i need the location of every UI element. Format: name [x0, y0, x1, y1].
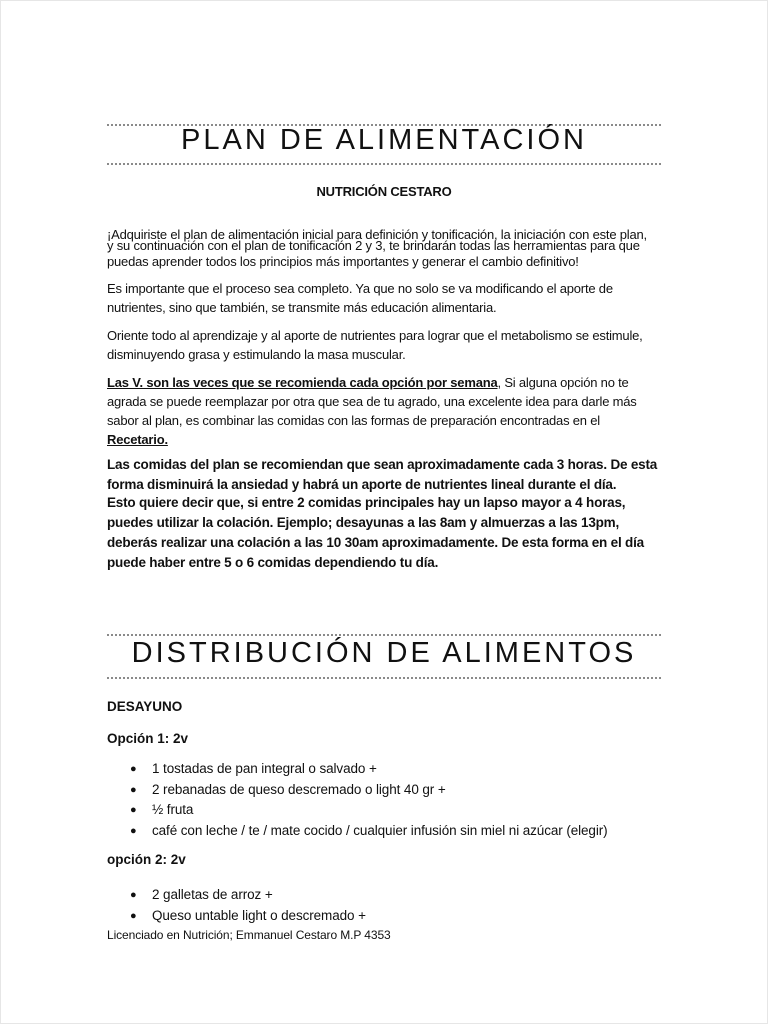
- list-item: ● 2 rebanadas de queso descremado o light 40 gr +: [107, 780, 661, 801]
- bullet-icon: ●: [130, 783, 137, 796]
- bullet-icon: ●: [130, 763, 137, 775]
- intro-line-2: y su continuación con el plan de tonificación 2 y 3, te brindarán todas las herramientas para que: [107, 238, 640, 253]
- section-bottom-rule: [107, 677, 661, 679]
- list-item: ● café con leche / te / mate cocido / cualquier infusión sin miel ni azúcar (elegir): [107, 821, 661, 842]
- process-paragraph: Es importante que el proceso sea completo. Ya que no solo se va modificando el aporte de nutrientes, sino que también, se transmite más educación alimentaria.: [107, 281, 613, 315]
- page-title: PLAN DE ALIMENTACIÓN: [181, 124, 587, 156]
- colacion-paragraph: Esto quiere decir que, si entre 2 comidas principales hay un lapso mayor a 4 horas, puedes utilizar la colación. Ejemplo; desayunas a las 8am y almuerzas a las 13pm, deberás realizar una colación a las 10 30am aproximadamente. De esta forma en el día puede haber entre 5 o 6 comidas dependiendo tu día.: [107, 495, 644, 570]
- list-item: ● Queso untable light o descremado +: [107, 906, 661, 927]
- option-1-list: [107, 759, 661, 841]
- section-top-rule: [107, 634, 661, 636]
- option-2-label: opción 2: 2v: [107, 852, 186, 867]
- bullet-icon: ●: [130, 804, 137, 816]
- meal-timing-line-2: forma disminuirá la ansiedad y habrá un aporte de nutrientes lineal durante el día.: [107, 477, 617, 492]
- list-item: ● ½ fruta: [107, 800, 661, 821]
- desayuno-heading: DESAYUNO: [107, 699, 183, 714]
- intro-line-1: ¡Adquiriste el plan de alimentación inicial para definición y tonificación, la iniciación con este plan,: [107, 227, 647, 242]
- bullet-icon: ●: [130, 824, 137, 837]
- section-title: DISTRIBUCIÓN DE ALIMENTOS: [131, 637, 637, 669]
- option-1-label: Opción 1: 2v: [107, 731, 189, 746]
- intro-paragraph: [107, 229, 661, 251]
- list-item: ● 1 tostadas de pan integral o salvado +: [107, 759, 661, 780]
- title-bottom-rule: [107, 163, 661, 165]
- list-item: ● 2 galletas de arroz +: [107, 885, 661, 906]
- meal-timing-line-1: Las comidas del plan se recomiendan que sean aproximadamente cada 3 horas. De esta: [107, 457, 658, 472]
- intro-line-3: puedas aprender todos los principios más importantes y generar el cambio definitivo!: [107, 254, 579, 269]
- option-2-list: [107, 885, 661, 926]
- page-footer: Licenciado en Nutrición; Emmanuel Cestaro M.P 4353: [107, 928, 391, 942]
- weekly-options-text: , Si alguna opción no te agrada se puede reemplazar por otra que sea de tu agrado, una excelente idea para darle más sabor al plan, es combinar las comidas con las formas de preparación encontradas en el: [107, 375, 637, 428]
- weekly-options-paragraph: [107, 373, 661, 449]
- bullet-icon: ●: [130, 889, 137, 901]
- bullet-icon: ●: [130, 909, 137, 922]
- meal-timing-paragraph: [107, 455, 661, 495]
- recetario-link[interactable]: Recetario.: [107, 432, 168, 447]
- subtitle: NUTRICIÓN CESTARO: [316, 184, 452, 199]
- weekly-options-link[interactable]: Las V. son las veces que se recomienda cada opción por semana: [107, 375, 498, 390]
- metabolism-paragraph: Oriente todo al aprendizaje y al aporte de nutrientes para lograr que el metabolismo se estimule, disminuyendo grasa y estimulando la masa muscular.: [107, 328, 643, 362]
